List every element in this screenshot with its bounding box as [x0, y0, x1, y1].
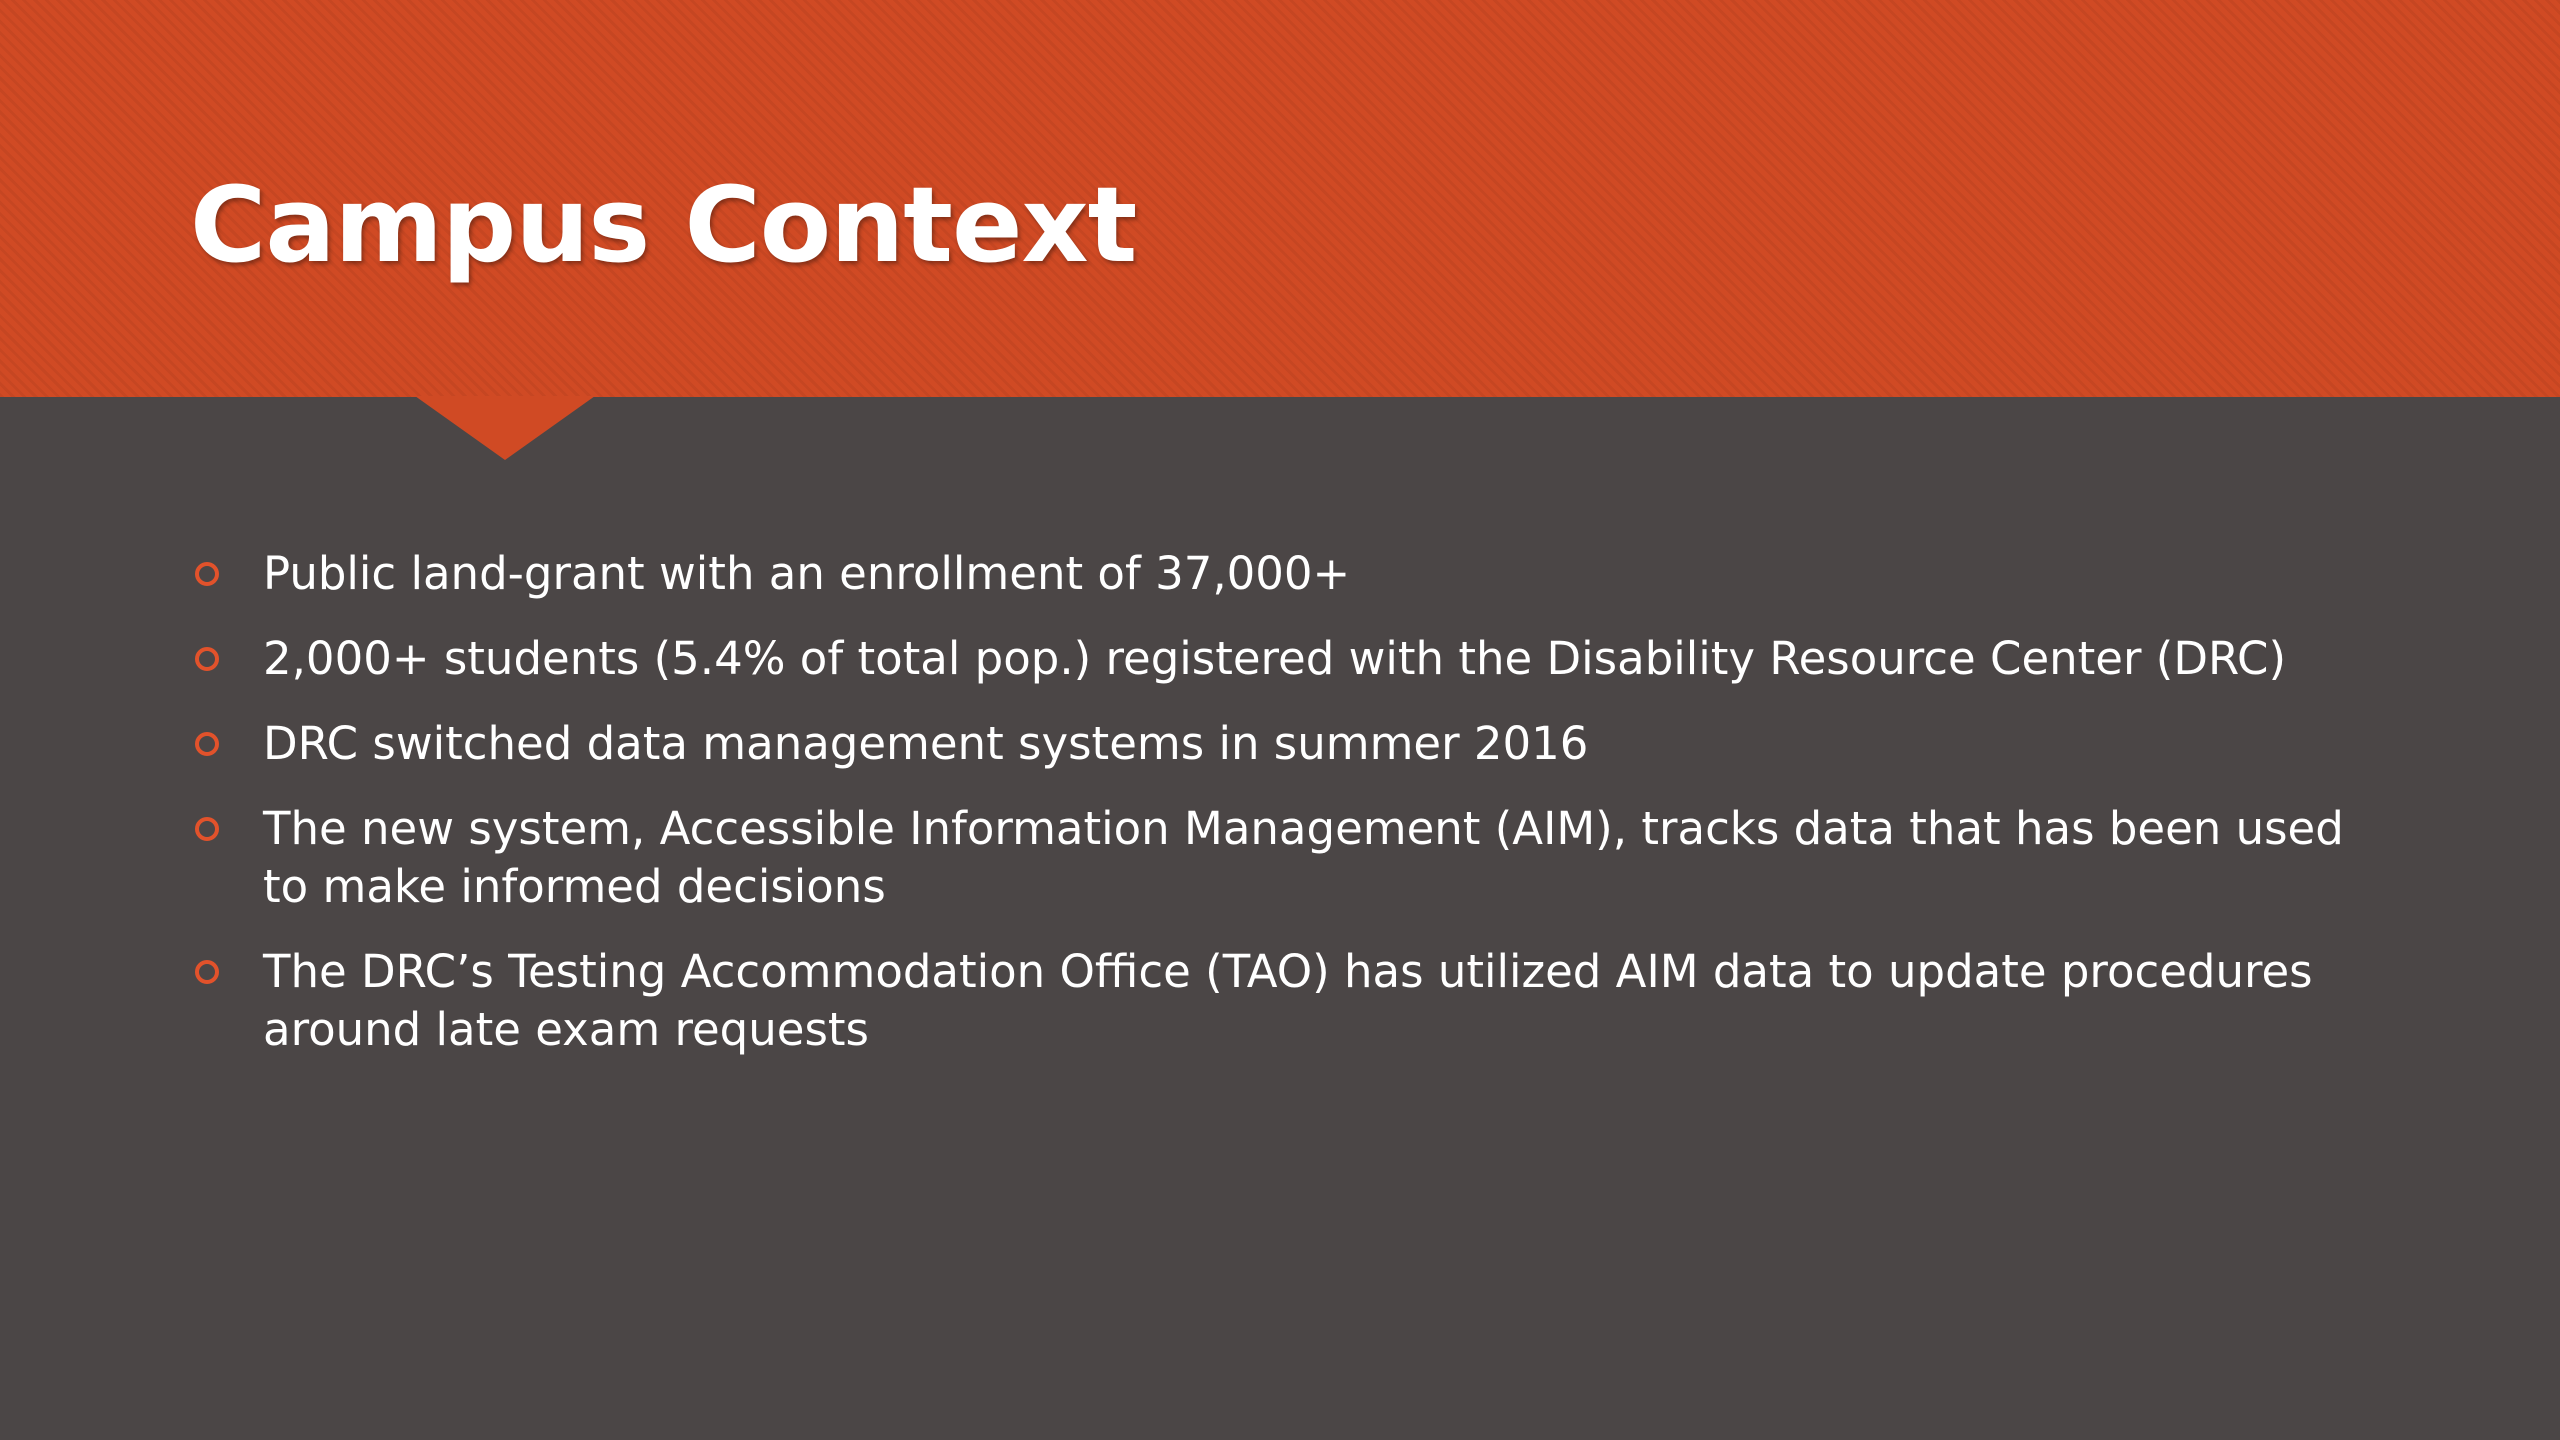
bullet-text: The new system, Accessible Information Management (AIM), tracks data that has been used to make informed decisions [263, 802, 2344, 913]
bullet-text: DRC switched data management systems in summer 2016 [263, 717, 1589, 770]
hollow-circle-bullet-icon [195, 562, 219, 586]
bullet-item [190, 630, 2390, 688]
bullet-text: 2,000+ students (5.4% of total pop.) registered with the Disability Resource Center (DRC) [263, 632, 2287, 685]
hollow-circle-bullet-icon [195, 732, 219, 756]
bullet-text: Public land-grant with an enrollment of 37,000+ [263, 547, 1351, 600]
bullet-list [190, 545, 2390, 1086]
bullet-item [190, 800, 2390, 916]
bullet-item [190, 943, 2390, 1059]
bullet-item [190, 545, 2390, 603]
hollow-circle-bullet-icon [195, 960, 219, 984]
bullet-item [190, 715, 2390, 773]
hollow-circle-bullet-icon [195, 647, 219, 671]
bullet-text: The DRC’s Testing Accommodation Office (TAO) has utilized AIM data to update procedures around late exam requests [263, 945, 2313, 1056]
slide-title: Campus Context [190, 164, 1137, 286]
hollow-circle-bullet-icon [195, 817, 219, 841]
